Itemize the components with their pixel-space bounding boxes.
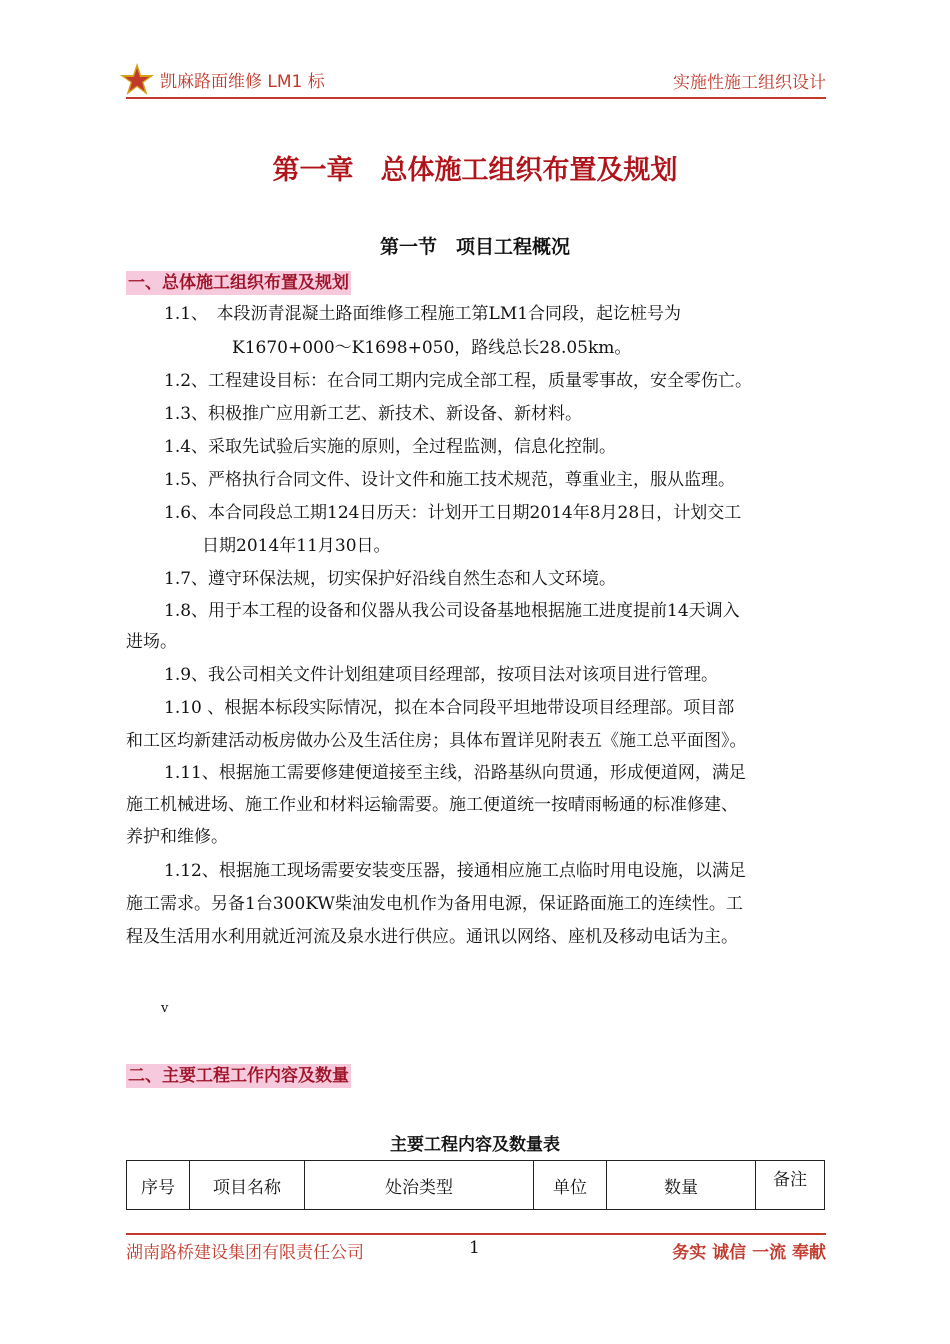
header-right-title: 实施性施工组织设计 bbox=[673, 73, 826, 93]
body-line: 1.4、采取先试验后实施的原则，全过程监测，信息化控制。 bbox=[164, 437, 617, 457]
body-line: 1.1、 本段沥青混凝土路面维修工程施工第LM1合同段，起讫桩号为 bbox=[164, 304, 682, 324]
header-left bbox=[118, 62, 325, 96]
heading-2: 二、主要工程工作内容及数量 bbox=[128, 1066, 349, 1086]
body-line: 1.2、工程建设目标：在合同工期内完成全部工程，质量零事故，安全零伤亡。 bbox=[164, 371, 753, 391]
body-line: 1.5、严格执行合同文件、设计文件和施工技术规范，尊重业主，服从监理。 bbox=[164, 470, 736, 490]
footer-divider bbox=[126, 1233, 826, 1235]
table-title: 主要工程内容及数量表 bbox=[390, 1135, 560, 1155]
body-line: 1.8、用于本工程的设备和仪器从我公司设备基地根据施工进度提前14天调入 bbox=[164, 601, 740, 621]
section-title: 第一节 项目工程概况 bbox=[379, 236, 570, 258]
body-line: 1.3、积极推广应用新工艺、新技术、新设备、新材料。 bbox=[164, 404, 583, 424]
table-header-cell: 项目名称 bbox=[190, 1161, 305, 1210]
body-line: 和工区均新建活动板房做办公及生活住房；具体布置详见附表五《施工总平面图》。 bbox=[126, 731, 747, 751]
quantity-table bbox=[126, 1160, 825, 1210]
body-line: 施工机械进场、施工作业和材料运输需要。施工便道统一按晴雨畅通的标准修建、 bbox=[126, 795, 738, 815]
header-left-title: 凯麻路面维修 LM1 标 bbox=[160, 71, 325, 92]
body-line: 日期2014年11月30日。 bbox=[202, 536, 391, 556]
chapter-title: 第一章 总体施工组织布置及规划 bbox=[272, 155, 678, 186]
footer-company: 湖南路桥建设集团有限责任公司 bbox=[126, 1243, 364, 1263]
body-line: 程及生活用水利用就近河流及泉水进行供应。通讯以网络、座机及移动电话为主。 bbox=[126, 927, 738, 947]
footer-motto: 务实 诚信 一流 奉献 bbox=[672, 1243, 826, 1263]
table-header-cell: 处治类型 bbox=[305, 1161, 534, 1210]
body-line: 1.7、遵守环保法规，切实保护好沿线自然生态和人文环境。 bbox=[164, 569, 617, 589]
header-divider bbox=[126, 97, 826, 99]
table-header-cell: 序号 bbox=[127, 1161, 190, 1210]
body-line: 施工需求。另备1台300KW柴油发电机作为备用电源，保证路面施工的连续性。工 bbox=[126, 894, 743, 914]
body-line: 1.12、根据施工现场需要安装变压器，接通相应施工点临时用电设施，以满足 bbox=[164, 861, 746, 881]
red-star-logo-icon bbox=[118, 62, 156, 96]
table-header-cell: 单位 bbox=[534, 1161, 607, 1210]
table-header-cell: 备注 bbox=[756, 1161, 825, 1210]
stray-mark: v bbox=[161, 1001, 169, 1016]
table-header-cell: 数量 bbox=[607, 1161, 756, 1210]
body-line: 养护和维修。 bbox=[126, 827, 228, 847]
page-number: 1 bbox=[469, 1238, 480, 1258]
body-line: 进场。 bbox=[126, 632, 177, 652]
body-line: 1.9、我公司相关文件计划组建项目经理部，按项目法对该项目进行管理。 bbox=[164, 665, 719, 685]
heading-1: 一、总体施工组织布置及规划 bbox=[128, 273, 349, 293]
body-line: 1.10 、根据本标段实际情况，拟在本合同段平坦地带设项目经理部。项目部 bbox=[164, 698, 735, 718]
body-line: K1670+000～K1698+050，路线总长28.05km。 bbox=[232, 338, 632, 358]
table-header-row bbox=[127, 1161, 825, 1210]
body-line: 1.6、本合同段总工期124日历天：计划开工日期2014年8月28日，计划交工 bbox=[164, 503, 742, 523]
body-line: 1.11、根据施工需要修建便道接至主线，沿路基纵向贯通，形成便道网，满足 bbox=[164, 763, 746, 783]
